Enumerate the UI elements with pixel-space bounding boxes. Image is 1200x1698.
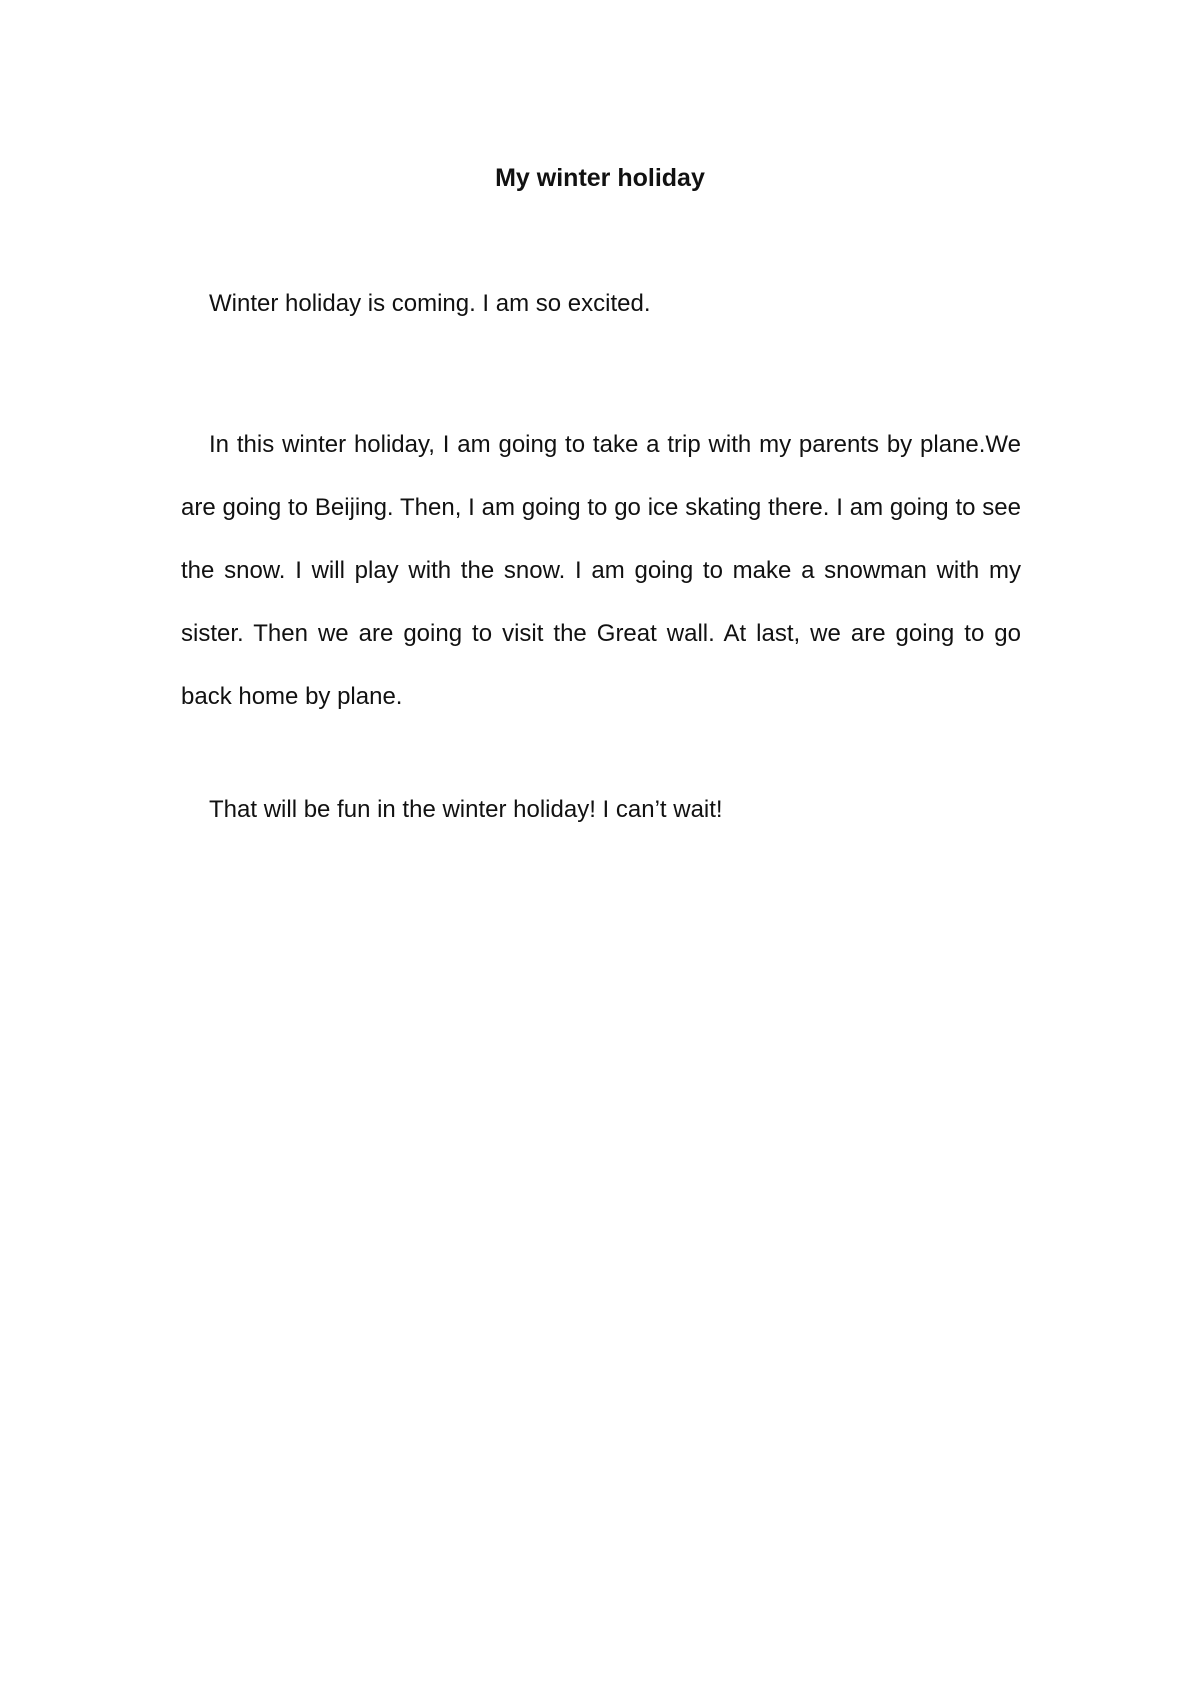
document-title: My winter holiday [495,164,705,192]
paragraph-intro: Winter holiday is coming. I am so excited. [209,290,651,317]
paragraph-trip-plan: In this winter holiday, I am going to take a trip with my parents by plane.We are going to Beijing. Then, I am going to go ice skating there. I am going to see the snow. I will play with the snow. I am going to make a snowman with my sister. Then we are going to visit the Great wall. At last, we are going to go back home by plane. [181,431,1021,710]
paragraph-conclusion: That will be fun in the winter holiday! I can’t wait! [209,796,723,823]
